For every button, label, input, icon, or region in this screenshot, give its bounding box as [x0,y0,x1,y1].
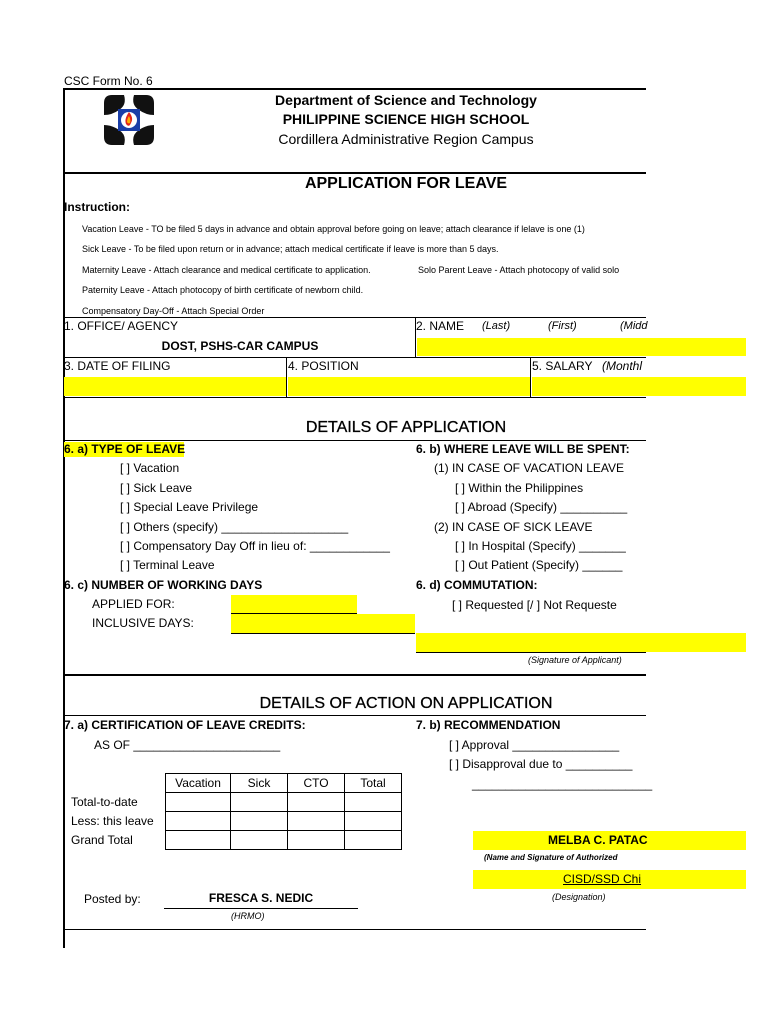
within-philippines-option[interactable]: [ ] Within the Philippines [455,481,584,495]
instruction-maternity: Maternity Leave - Attach clearance and medical certificate to application. [82,265,371,275]
applied-for-label: APPLIED FOR: [92,597,175,611]
instruction-label: Instruction: [64,200,130,214]
out-patient-option[interactable]: [ ] Out Patient (Specify) ______ [455,558,623,572]
inclusive-days-input[interactable] [231,614,415,633]
leave-type-vacation[interactable]: [ ] Vacation [120,461,180,475]
cell[interactable] [288,812,345,831]
name-middle-hint: (Midd [620,320,648,332]
designation-caption: (Designation) [552,892,606,902]
action-sub-line [63,715,646,716]
frame-bottom [63,929,646,930]
school-name: PHILIPPINE SCIENCE HIGH SCHOOL [282,111,530,127]
col-total-header: Total [345,774,402,793]
office-value: DOST, PSHS-CAR CAMPUS [161,339,319,353]
instruction-solo-parent: Solo Parent Leave - Attach photocopy of valid solo [418,265,620,275]
fields-top-line [63,317,646,318]
office-label: 1. OFFICE/ AGENCY [64,319,179,333]
salary-hint: (Monthl [602,359,643,373]
frame-left [63,88,65,948]
recommendation-label: 7. b) RECOMMENDATION [416,718,561,732]
where-spent-label: 6. b) WHERE LEAVE WILL BE SPENT: [416,442,630,456]
instruction-paternity: Paternity Leave - Attach photocopy of birth certificate of newborn child. [82,285,364,295]
applicant-signature-line [416,652,646,653]
cell[interactable] [231,793,288,812]
hrmo-signature-line [164,908,358,909]
applicant-signature-caption: (Signature of Applicant) [528,655,622,665]
salary-input[interactable] [532,377,746,396]
credits-header-row [166,774,402,793]
cell[interactable] [166,812,231,831]
commutation-label: 6. d) COMMUTATION: [416,578,538,592]
posted-by-label: Posted by: [84,892,141,906]
dept-name: Department of Science and Technology [275,92,537,108]
dost-logo-icon [102,93,156,147]
form-title: APPLICATION FOR LEAVE [304,175,508,192]
instruction-compensatory: Compensatory Day-Off - Attach Special Order [82,306,265,316]
authorized-name: MELBA C. PATAC [548,833,648,847]
cell[interactable] [231,831,288,850]
cell[interactable] [345,812,402,831]
authorized-caption: (Name and Signature of Authorized [484,853,618,862]
salary-label: 5. SALARY [532,359,593,373]
applied-for-input[interactable] [231,595,357,613]
type-leave-label: 6. a) TYPE OF LEAVE [64,442,186,456]
name-input[interactable] [417,338,746,356]
instruction-sick: Sick Leave - To be filed upon return or in advance; attach medical certificate if leave is more than 5 days. [82,244,499,254]
col-sick-header: Sick [231,774,288,793]
leave-credits-table [165,773,402,850]
hrmo-caption: (HRMO) [231,911,265,921]
cell[interactable] [166,793,231,812]
date-filing-input[interactable] [64,377,286,396]
action-title: DETAILS OF ACTION ON APPLICATION [259,695,553,712]
commutation-options[interactable]: [ ] Requested [/ ] Not Requeste [452,598,617,612]
col-vacation-header: Vacation [166,774,231,793]
table-row [166,831,402,850]
position-label: 4. POSITION [288,359,359,373]
name-first-hint: (First) [548,320,577,332]
cert-credits-label: 7. a) CERTIFICATION OF LEAVE CREDITS: [64,718,306,732]
leave-type-terminal[interactable]: [ ] Terminal Leave [120,558,215,572]
name-label: 2. NAME [416,319,465,333]
as-of-field[interactable]: AS OF ______________________ [94,738,281,752]
header-divider [63,172,646,174]
cell[interactable] [288,831,345,850]
campus-name: Cordillera Administrative Region Campus [278,131,534,147]
abroad-option[interactable]: [ ] Abroad (Specify) __________ [455,500,628,514]
fields-mid-line [63,357,646,358]
working-days-label: 6. c) NUMBER OF WORKING DAYS [64,578,263,592]
hrmo-name: FRESCA S. NEDIC [208,891,314,905]
table-row [166,812,402,831]
col-cto-header: CTO [288,774,345,793]
approval-option[interactable]: [ ] Approval ________________ [449,738,620,752]
name-last-hint: (Last) [482,320,511,332]
designation-value: CISD/SSD Chi [563,872,642,886]
inclusive-days-label: INCLUSIVE DAYS: [92,616,194,630]
date-position-divider [286,357,287,397]
details-top-line [63,440,646,441]
date-filing-label: 3. DATE OF FILING [64,359,171,373]
leave-type-sick[interactable]: [ ] Sick Leave [120,481,193,495]
in-hospital-option[interactable]: [ ] In Hospital (Specify) _______ [455,539,626,553]
row-grand-total: Grand Total [71,833,133,847]
row-less-this-leave: Less: this leave [71,814,154,828]
cell[interactable] [345,793,402,812]
table-row [166,793,402,812]
cell[interactable] [166,831,231,850]
leave-type-special[interactable]: [ ] Special Leave Privilege [120,500,259,514]
cell[interactable] [231,812,288,831]
leave-type-others[interactable]: [ ] Others (specify) ___________________ [120,520,349,534]
frame-top [63,88,646,90]
recommendation-line: ___________________________ [472,777,653,791]
details-title: DETAILS OF APPLICATION [305,419,507,436]
instruction-vacation: Vacation Leave - TO be filed 5 days in advance and obtain approval before going on leave; attach clearance if lelave is one (1) [82,224,585,234]
position-input[interactable] [288,377,530,396]
cell[interactable] [288,793,345,812]
action-top-line [63,674,646,676]
fields-bottom-line [63,397,646,398]
applicant-signature-input[interactable] [416,633,746,652]
cell[interactable] [345,831,402,850]
form-number: CSC Form No. 6 [64,74,153,88]
position-salary-divider [530,357,531,397]
disapproval-option[interactable]: [ ] Disapproval due to __________ [449,757,633,771]
leave-type-compensatory[interactable]: [ ] Compensatory Day Off in lieu of: ____________ [120,539,390,553]
inclusive-days-underline [231,633,415,634]
row-total-to-date: Total-to-date [71,795,138,809]
sick-case-label: (2) IN CASE OF SICK LEAVE [434,520,593,534]
vacation-case-label: (1) IN CASE OF VACATION LEAVE [434,461,625,475]
